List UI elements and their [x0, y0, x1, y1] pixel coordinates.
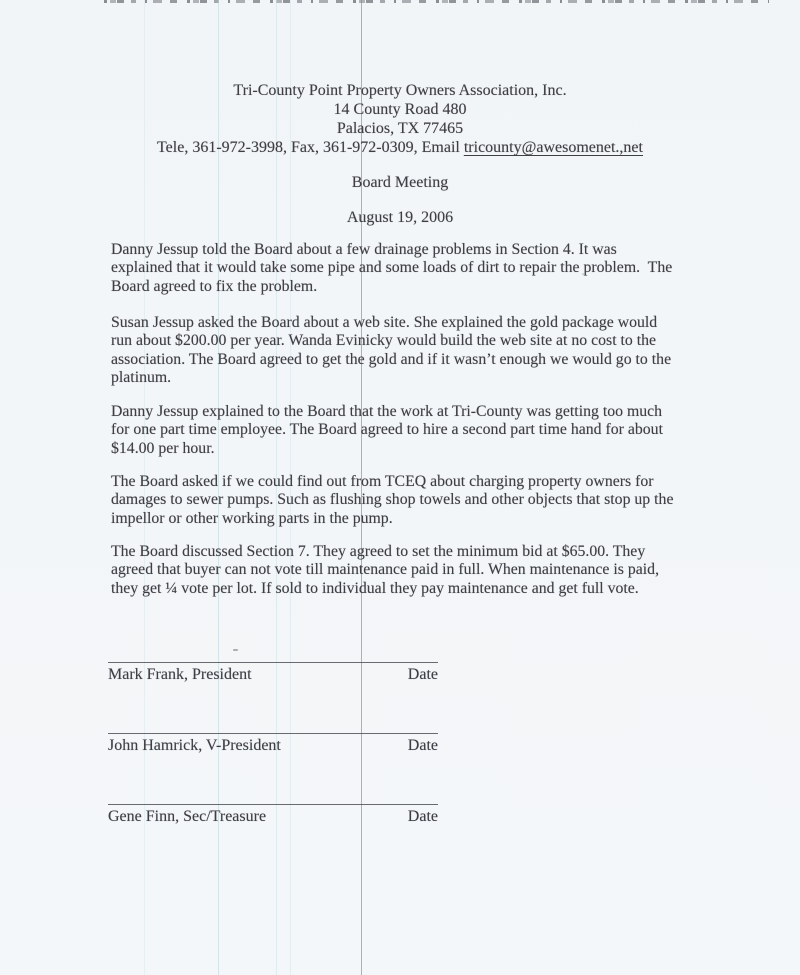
signatory-name: Mark Frank, President	[108, 666, 252, 683]
address-line-2: Palacios, TX 77465	[336, 120, 464, 137]
paragraph-line: run about $200.00 per year. Wanda Evinicky would build the web site at no cost to the	[111, 332, 657, 350]
email-text: tricounty@awesomenet.,net	[463, 139, 643, 156]
org-name: Tri-County Point Property Owners Association, Inc.	[233, 82, 567, 99]
paragraph-line: Susan Jessup asked the Board about a web site. She explained the gold package would	[111, 314, 658, 331]
paragraph-line: impellor or other working parts in the pump.	[111, 509, 393, 527]
paragraph-line: Danny Jessup told the Board about a few drainage problems in Section 4. It was	[111, 241, 617, 258]
paragraph-line: The Board asked if we could find out from TCEQ about charging property owners for	[111, 473, 654, 490]
paragraph-line: Board agreed to fix the problem.	[111, 277, 318, 295]
paragraph-line: they get ¼ vote per lot. If sold to individual they pay maintenance and get full vote.	[111, 579, 639, 597]
letterhead	[110, 81, 690, 227]
date-label: Date	[407, 808, 438, 825]
scan-speck	[233, 649, 238, 651]
minutes-paragraph-website	[111, 314, 711, 388]
meeting-title: Board Meeting	[351, 174, 449, 191]
paragraph-line: Danny Jessup explained to the Board that the work at Tri-County was getting too much	[111, 403, 663, 420]
minutes-paragraph-section7	[111, 543, 711, 598]
paragraph-line: platinum.	[111, 369, 172, 387]
date-label: Date	[407, 666, 438, 683]
minutes-paragraph-tceq	[111, 473, 711, 528]
paragraph-line: damages to sewer pumps. Such as flushing shop towels and other objects that stop up the	[111, 491, 674, 509]
signature-block-president	[108, 662, 438, 684]
paragraph-line: $14.00 per hour.	[111, 439, 215, 457]
meeting-date: August 19, 2006	[346, 209, 454, 226]
address-line-1: 14 County Road 480	[333, 101, 467, 118]
signature-block-vpresident	[108, 733, 438, 755]
date-label: Date	[407, 737, 438, 754]
signatory-name: Gene Finn, Sec/Treasure	[108, 808, 267, 825]
signature-block-sectreasure	[108, 804, 438, 826]
paragraph-line: agreed that buyer can not vote till maintenance paid in full. When maintenance is paid,	[111, 561, 660, 579]
scan-edge-artifact	[104, 0, 769, 3]
contact-line	[110, 138, 690, 157]
paragraph-line: for one part time employee. The Board agreed to hire a second part time hand for about	[111, 421, 663, 439]
minutes-paragraph-drainage	[111, 241, 711, 296]
signatory-name: John Hamrick, V-President	[108, 737, 281, 754]
contact-info: Tele, 361-972-3998, Fax, 361-972-0309, Email	[157, 139, 464, 156]
paragraph-line: association. The Board agreed to get the gold and if it wasn’t enough we would go to the	[111, 350, 672, 368]
minutes-paragraph-employee	[111, 403, 711, 458]
paragraph-line: The Board discussed Section 7. They agreed to set the minimum bid at $65.00. They	[111, 543, 646, 560]
paragraph-line: explained that it would take some pipe and some loads of dirt to repair the problem. The	[111, 259, 673, 277]
